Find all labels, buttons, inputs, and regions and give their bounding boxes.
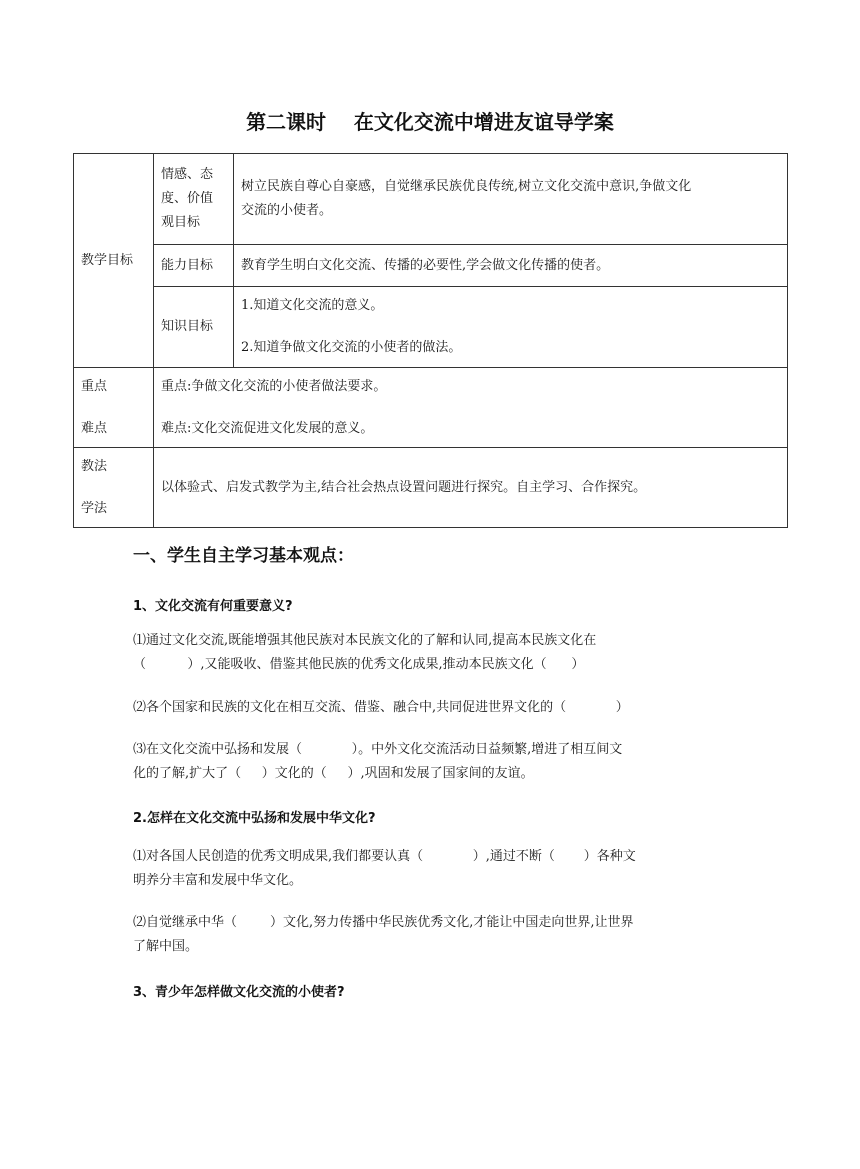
question-1: 1、文化交流有何重要意义? [133,599,293,614]
knowledge-goal-label: 知识目标 [154,287,234,368]
table-row [74,154,788,245]
q1-paragraph-3 [133,738,733,786]
knowledge-item: 1.知道文化交流的意义。 [241,298,384,313]
paragraph-line: ⑶在文化交流中弘扬和发展（ ）。中外文化交流活动日益频繁,增进了相互间文 [133,742,623,757]
table-row [74,287,788,368]
lesson-plan-table [73,153,788,528]
paragraph-line: 了解中国。 [133,939,199,954]
table-row [74,448,788,528]
emotion-goal-text [234,154,788,245]
q1-paragraph-2 [133,696,733,720]
table-row [74,245,788,287]
question-3: 3、青少年怎样做文化交流的小使者? [133,985,345,1000]
paragraph-line: 明养分丰富和发展中华文化。 [133,873,303,888]
paragraph-line: ⑴对各国人民创造的优秀文明成果,我们都要认真（ ）,通过不断（ ）各种文 [133,849,636,864]
q1-paragraph-1 [133,629,733,677]
paragraph-line: ⑵自觉继承中华（ ）文化,努力传播中华民族优秀文化,才能让中国走向世界,让世界 [133,915,634,930]
emotion-label-line: 观目标 [161,215,201,230]
paragraph-line: ⑴通过文化交流,既能增强其他民族对本民族文化的了解和认同,提高本民族文化在 [133,633,597,648]
goals-label: 教学目标 [74,154,154,368]
method-text: 以体验式、启发式教学为主,结合社会热点设置问题进行探究。自主学习、合作探究。 [154,448,788,528]
knowledge-goal-text [234,287,788,368]
emotion-goal-label [154,154,234,245]
ability-goal-text: 教育学生明白文化交流、传播的必要性,学会做文化传播的使者。 [234,245,788,287]
table-row [74,368,788,448]
paragraph-line: （ ）,又能吸收、借鉴其他民族的优秀文化成果,推动本民族文化（ ） [133,657,585,672]
q2-paragraph-1 [133,845,733,893]
ability-goal-label: 能力目标 [154,245,234,287]
paragraph-line: 化的了解,扩大了（ ）文化的（ ）,巩固和发展了国家间的友谊。 [133,766,534,781]
emotion-text-line: 树立民族自尊心自豪感，自觉继承民族优良传统,树立文化交流中意识,争做文化 [241,179,692,194]
emotion-label-line: 情感、态 [161,167,214,182]
page-title: 第二课时 在文化交流中增进友谊导学案 [246,110,614,134]
emotion-label-line: 度、价值 [161,191,214,206]
method-label-line: 教法 [81,458,108,474]
key-label-line: 重点 [81,378,108,394]
key-label-line: 难点 [81,420,108,436]
key-difficulty-text [154,368,788,448]
paragraph-line: ⑵各个国家和民族的文化在相互交流、借鉴、融合中,共同促进世界文化的（ ） [133,700,629,715]
knowledge-item: 2.知道争做文化交流的小使者的做法。 [241,340,462,355]
q2-paragraph-2 [133,911,733,959]
key-text-line: 重点:争做文化交流的小使者做法要求。 [161,378,387,394]
method-label [74,448,154,528]
question-2: 2.怎样在文化交流中弘扬和发展中华文化? [133,811,376,826]
key-difficulty-label [74,368,154,448]
emotion-text-line: 交流的小使者。 [241,203,333,218]
section-heading: 一、学生自主学习基本观点： [133,546,354,566]
key-text-line: 难点:文化交流促进文化发展的意义。 [161,420,374,436]
method-label-line: 学法 [81,500,108,516]
